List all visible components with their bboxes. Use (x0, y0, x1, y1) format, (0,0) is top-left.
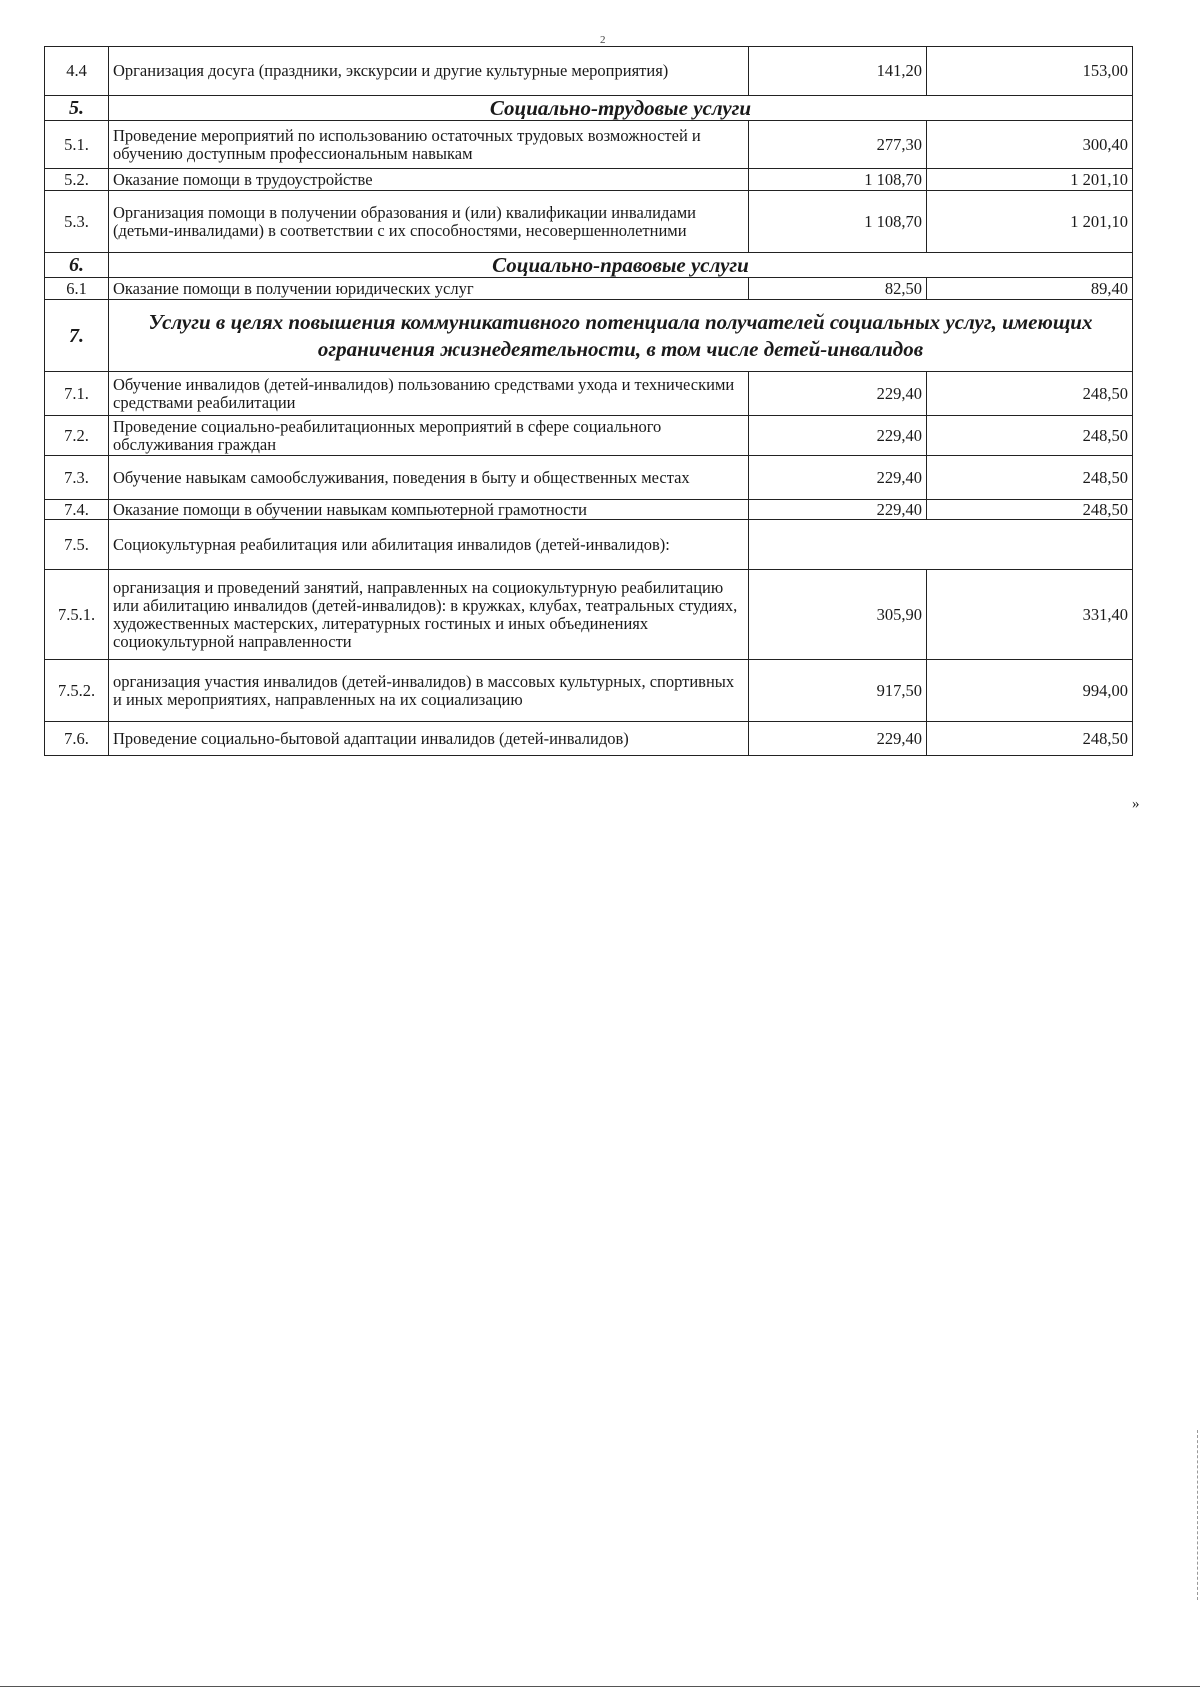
row-value-1: 917,50 (749, 660, 927, 722)
row-name: организация участия инвалидов (детей-инвалидов) в массовых культурных, спортивных и иных мероприятиях, направленных на их социализацию (109, 660, 749, 722)
row-number: 7.3. (45, 456, 109, 500)
subhead-row (45, 520, 1133, 570)
section-row (45, 300, 1133, 372)
row-value-2: 248,50 (927, 456, 1133, 500)
row-value-2: 300,40 (927, 121, 1133, 169)
row-value-1: 229,40 (749, 722, 927, 756)
table-row (45, 169, 1133, 191)
row-name: Проведение мероприятий по использованию остаточных трудовых возможностей и обучению доступным профессиональным навыкам (109, 121, 749, 169)
row-value-2: 248,50 (927, 372, 1133, 416)
row-name: Проведение социально-реабилитационных мероприятий в сфере социального обслуживания граждан (109, 416, 749, 456)
row-value-1: 1 108,70 (749, 191, 927, 253)
section-number: 7. (45, 300, 109, 372)
row-name: Оказание помощи в получении юридических услуг (109, 278, 749, 300)
row-value-2: 248,50 (927, 416, 1133, 456)
services-table (44, 46, 1133, 756)
row-value-1: 229,40 (749, 416, 927, 456)
row-value-2: 994,00 (927, 660, 1133, 722)
services-table-body (45, 47, 1133, 756)
row-number: 5.3. (45, 191, 109, 253)
row-number: 5.2. (45, 169, 109, 191)
table-row (45, 500, 1133, 520)
row-number: 6.1 (45, 278, 109, 300)
section-number: 6. (45, 253, 109, 278)
row-number: 4.4 (45, 47, 109, 96)
row-name: Обучение инвалидов (детей-инвалидов) пользованию средствами ухода и техническими средствами реабилитации (109, 372, 749, 416)
row-number: 7.5. (45, 520, 109, 570)
section-title: Социально-трудовые услуги (109, 96, 1133, 121)
section-title: Услуги в целях повышения коммуникативного потенциала получателей социальных услуг, имеющих ограничения жизнедеятельности, в том числе детей-инвалидов (109, 300, 1133, 372)
row-value-1: 82,50 (749, 278, 927, 300)
row-name: Оказание помощи в трудоустройстве (109, 169, 749, 191)
row-name: организация и проведений занятий, направленных на социокультурную реабилитацию или абилитацию инвалидов (детей-инвалидов): в кружках, клубах, театральных студиях, художественных мастерских, литературных гостиных и иных объединениях социокультурной направленности (109, 570, 749, 660)
section-number: 5. (45, 96, 109, 121)
table-row (45, 47, 1133, 96)
row-name: Организация досуга (праздники, экскурсии и другие культурные мероприятия) (109, 47, 749, 96)
row-value-2: 89,40 (927, 278, 1133, 300)
row-name: Оказание помощи в обучении навыкам компьютерной грамотности (109, 500, 749, 520)
row-value-2: 153,00 (927, 47, 1133, 96)
row-number: 5.1. (45, 121, 109, 169)
row-number: 7.4. (45, 500, 109, 520)
footer-rule (0, 1686, 1200, 1687)
table-row (45, 121, 1133, 169)
row-value-2: 331,40 (927, 570, 1133, 660)
row-value-1: 305,90 (749, 570, 927, 660)
row-empty-values (749, 520, 1133, 570)
section-row (45, 253, 1133, 278)
row-number: 7.1. (45, 372, 109, 416)
row-name: Организация помощи в получении образования и (или) квалификации инвалидами (детьми-инвалидами) в соответствии с их способностями, несовершеннолетними (109, 191, 749, 253)
table-row (45, 416, 1133, 456)
row-number: 7.5.2. (45, 660, 109, 722)
row-value-1: 277,30 (749, 121, 927, 169)
row-number: 7.2. (45, 416, 109, 456)
section-row (45, 96, 1133, 121)
scan-edge-mark (1197, 1430, 1199, 1600)
row-value-1: 229,40 (749, 500, 927, 520)
table-row (45, 660, 1133, 722)
row-value-2: 248,50 (927, 500, 1133, 520)
row-name: Социокультурная реабилитация или абилитация инвалидов (детей-инвалидов): (109, 520, 749, 570)
row-value-1: 1 108,70 (749, 169, 927, 191)
table-row (45, 722, 1133, 756)
row-value-2: 1 201,10 (927, 191, 1133, 253)
row-value-1: 229,40 (749, 372, 927, 416)
table-row (45, 278, 1133, 300)
table-row (45, 372, 1133, 416)
row-value-2: 1 201,10 (927, 169, 1133, 191)
row-value-1: 229,40 (749, 456, 927, 500)
table-row (45, 191, 1133, 253)
row-number: 7.6. (45, 722, 109, 756)
row-name: Проведение социально-бытовой адаптации инвалидов (детей-инвалидов) (109, 722, 749, 756)
row-name: Обучение навыкам самообслуживания, поведения в быту и общественных местах (109, 456, 749, 500)
closing-quote: » (1132, 796, 1140, 812)
section-title: Социально-правовые услуги (109, 253, 1133, 278)
row-value-1: 141,20 (749, 47, 927, 96)
table-row (45, 456, 1133, 500)
row-number: 7.5.1. (45, 570, 109, 660)
page-number: 2 (600, 34, 606, 46)
row-value-2: 248,50 (927, 722, 1133, 756)
table-row (45, 570, 1133, 660)
